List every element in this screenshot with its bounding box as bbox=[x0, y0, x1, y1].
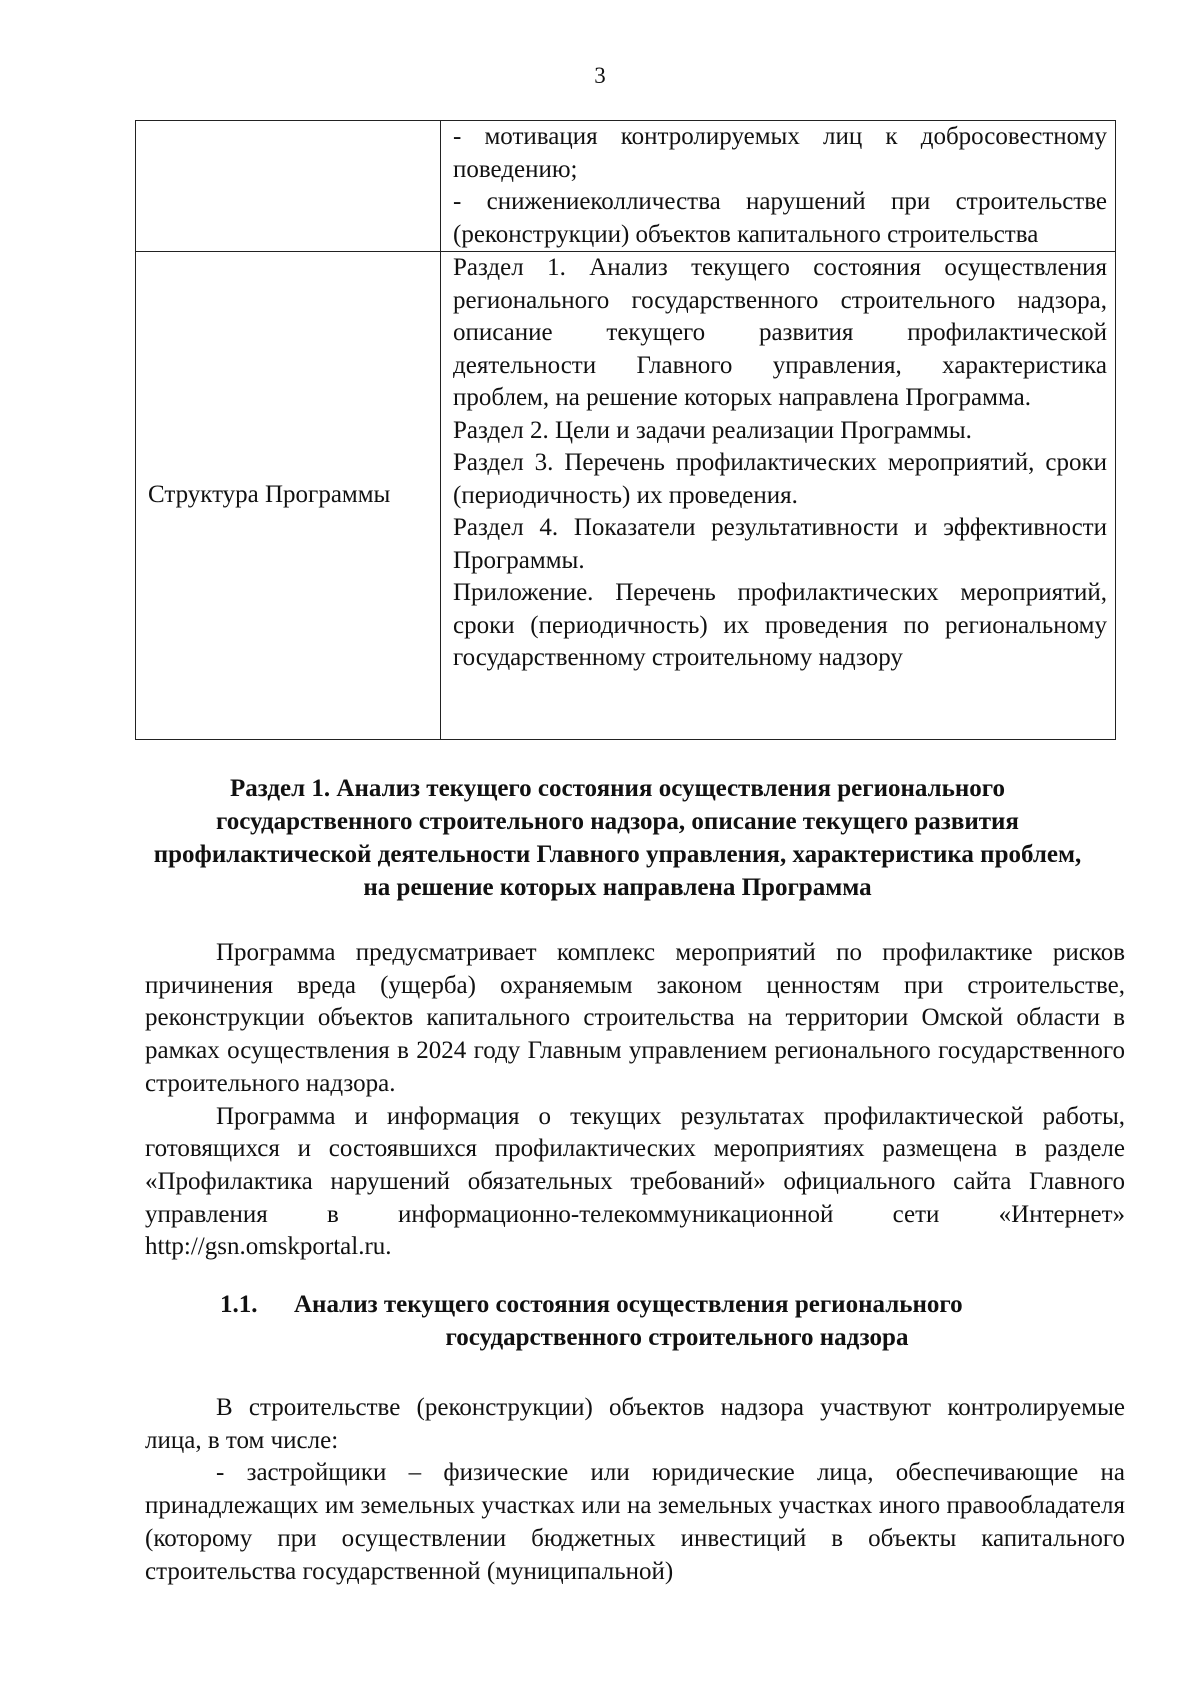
program-passport-table bbox=[135, 120, 1116, 740]
section-heading: Раздел 1. Анализ текущего состояния осуществления регионального государственного строительного надзора, описание текущего развития профилактической деятельности Главного управления, характеристика проблем, на решение которых направлена Программа bbox=[153, 775, 1082, 901]
table-paragraph: Раздел 3. Перечень профилактических мероприятий, сроки (периодичность) их проведения. bbox=[453, 449, 1107, 509]
table-cell-label: Структура Программы bbox=[136, 252, 441, 740]
subsection-title-line2: государственного строительного надзора bbox=[445, 1324, 909, 1351]
subsection-heading bbox=[220, 1288, 1060, 1354]
subsection-number: 1.1. bbox=[220, 1291, 258, 1318]
table-paragraph: Приложение. Перечень профилактических мероприятий, сроки (периодичность) их проведения по региональному государственному строительному надзору bbox=[453, 579, 1107, 671]
body-paragraph: Программа и информация о текущих результатах профилактической работы, готовящихся и состоявшихся профилактических мероприятиях размещена в разделе «Профилактика нарушений обязательных требований» официального сайта Главного управления в информационно-телекоммуникационной сети «Интернет» http://gsn.omskportal.ru. bbox=[145, 1102, 1125, 1261]
table-row bbox=[136, 252, 1116, 740]
body-paragraph: Программа предусматривает комплекс мероприятий по профилактике рисков причинения вреда (ущерба) охраняемым законом ценностям при строительстве, реконструкции объектов капитального строительства на территории Омской области в рамках осуществления в 2024 году Главным управлением регионального государственного строительного надзора. bbox=[145, 939, 1125, 1097]
body-paragraph: В строительстве (реконструкции) объектов надзора участвуют контролируемые лица, в том числе: bbox=[145, 1394, 1125, 1454]
table-cell-label bbox=[136, 121, 441, 252]
table-paragraph: Раздел 2. Цели и задачи реализации Программы. bbox=[453, 416, 972, 444]
page-number: 3 bbox=[594, 63, 606, 88]
table-cell-content bbox=[441, 252, 1116, 740]
subsection-body bbox=[145, 1392, 1125, 1588]
table-row bbox=[136, 121, 1116, 252]
table-paragraph: Раздел 1. Анализ текущего состояния осуществления регионального государственного строительного надзора, описание текущего развития профилактической деятельности Главного управления, характеристика проблем, на решение которых направлена Программа. bbox=[453, 254, 1107, 411]
table-paragraph: - мотивация контролируемых лиц к добросовестному поведению; bbox=[453, 123, 1107, 183]
table-paragraph: Раздел 4. Показатели результативности и эффективности Программы. bbox=[453, 514, 1107, 574]
section-body bbox=[145, 937, 1125, 1264]
table-cell-content bbox=[441, 121, 1116, 252]
subsection-title-line1: Анализ текущего состояния осуществления регионального bbox=[294, 1291, 963, 1318]
body-paragraph: - застройщики – физические или юридические лица, обеспечивающие на принадлежащих им земельных участках или на земельных участках иного правообладателя (которому при осуществлении бюджетных инвестиций в объекты капитального строительства государственной (муниципальной) bbox=[145, 1459, 1125, 1585]
table-paragraph: - снижениеколличества нарушений при строительстве (реконструкции) объектов капитального строительства bbox=[453, 188, 1107, 248]
